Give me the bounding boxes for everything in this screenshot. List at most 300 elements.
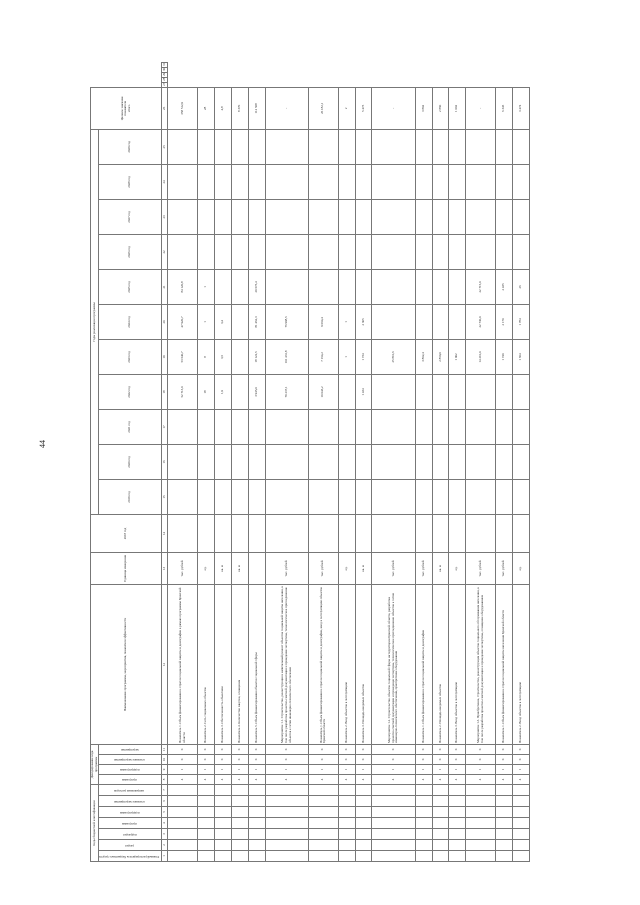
year-value-cell [168,409,198,444]
code-cell [265,807,308,818]
base-year-cell [432,514,449,552]
code-cell [265,840,308,851]
code-cell [338,818,355,829]
year-value-cell: 22 715,0 [466,269,496,304]
year-value-cell [466,444,496,479]
target-value-cell: 3 474 [513,87,530,129]
year-value-cell [265,199,308,234]
code-cell [338,851,355,862]
header-class-col-label: программа [122,821,137,826]
year-value-cell [513,164,530,199]
table-row [449,63,466,862]
year-value-cell [308,409,338,444]
year-value-cell: 9 064,4 [308,304,338,339]
base-year-cell [496,514,513,552]
column-number: 23 [162,199,168,234]
indicator-name: Показатель 1. Объем финансирования в отрасли социальной защиты и демографии в рамках программы Брянской области [168,584,198,744]
unit-cell: тыс. рублей [496,552,513,584]
year-value-cell: 101 431,8 [265,339,308,374]
code-cell [215,851,232,862]
year-value-cell [248,164,265,199]
code-cell: 4 [355,774,372,784]
code-cell [168,818,198,829]
year-value-cell [496,479,513,514]
year-value-cell: 2 860,0 [432,339,449,374]
year-value-cell [449,374,466,409]
code-cell: 4 [231,774,248,784]
code-cell: 4 [449,774,466,784]
target-value-cell: 28 [198,87,215,129]
indicator-name: Показатель 1. Объем финансирования в отрасли социальной защиты и демографии [415,584,432,744]
year-value-cell [432,409,449,444]
header-year: 2023 год [99,339,162,374]
header-class-col [99,818,162,829]
unit-cell: кв. м [231,552,248,584]
unit-cell: кв. м [355,552,372,584]
year-value-cell [248,444,265,479]
code-cell [466,840,496,851]
year-value-cell: 84 120,8 [168,269,198,304]
year-value-cell [513,444,530,479]
code-cell: 0 [248,744,265,754]
code-cell: 4 [198,774,215,784]
indicator-name: Мероприятие 1.3. Приобретение, строительство, реконструкция объектов социального обслуживания населения, в том числе разработка проектно-сметной документации и проведение экспертизы, оснащение оборудованием [466,584,496,744]
year-value-cell: 1 740 [496,339,513,374]
year-value-cell: 47 920,7 [168,304,198,339]
year-value-cell [415,479,432,514]
year-value-cell: 1 [338,304,355,339]
year-value-cell [415,269,432,304]
year-value-cell: 81 462,3 [248,304,265,339]
year-value-cell [372,164,415,199]
code-cell: 4 [338,774,355,784]
code-cell [308,829,338,840]
code-cell [432,840,449,851]
code-cell [466,807,496,818]
code-cell [355,851,372,862]
table-row [513,63,530,862]
code-cell [432,851,449,862]
code-cell: 0 [198,754,215,764]
header-class-col-label: Главный распорядитель бюджетных средств [99,854,160,859]
year-value-cell [449,234,466,269]
header-prog-col [99,774,162,784]
year-value-cell [415,374,432,409]
code-cell [372,796,415,807]
year-value-cell: 8 [198,339,215,374]
indicator-name: Показатель 2. Ввод объектов в эксплуатацию [338,584,355,744]
code-cell: 0 [496,754,513,764]
code-cell: 0 [265,744,308,754]
code-cell [308,784,338,795]
year-value-cell [231,304,248,339]
code-cell [355,796,372,807]
year-value-cell [265,409,308,444]
year-value-cell [248,234,265,269]
header-class-col [99,840,162,851]
target-value-cell: - [372,87,415,129]
year-value-cell [308,444,338,479]
code-cell [215,840,232,851]
base-year-cell [168,514,198,552]
unit-cell: ед. [513,552,530,584]
code-cell [415,784,432,795]
code-cell [231,807,248,818]
table-row [355,63,372,862]
code-cell: 4 [265,774,308,784]
code-cell: 0 [449,744,466,754]
table-row [265,63,308,862]
code-cell: 4 [168,774,198,784]
year-value-cell [231,269,248,304]
year-value-cell [372,444,415,479]
year-value-cell [231,234,248,269]
year-value-cell [308,199,338,234]
year-value-cell: 7 164,2 [308,339,338,374]
code-cell [231,784,248,795]
column-number: 7 [162,784,168,795]
year-value-cell [466,234,496,269]
code-cell [466,796,496,807]
year-value-cell [215,199,232,234]
column-number: 10 [162,754,168,764]
code-cell [372,840,415,851]
year-value-cell [338,374,355,409]
code-cell [496,829,513,840]
column-number: 11 [162,744,168,754]
column-number: 19 [162,339,168,374]
year-value-cell [466,409,496,444]
year-value-cell [308,129,338,164]
code-cell: 0 [432,754,449,764]
code-cell [231,818,248,829]
code-cell [513,851,530,862]
year-value-cell [415,234,432,269]
code-cell [168,807,198,818]
year-value-cell [248,129,265,164]
base-year-cell [198,514,215,552]
indicator-name: Показатель 2. Площадь вводимых объектов [432,584,449,744]
code-cell [449,840,466,851]
code-cell [338,840,355,851]
year-value-cell [231,479,248,514]
year-value-cell [432,374,449,409]
year-value-cell [432,199,449,234]
indicator-name: Показатель 2. Ввод объектов в эксплуатацию [513,584,530,744]
code-cell [265,818,308,829]
code-cell [248,818,265,829]
year-value-cell [338,129,355,164]
year-value-cell [355,234,372,269]
column-number: 31 [161,62,166,66]
table-row [215,63,232,862]
year-value-cell [215,129,232,164]
year-value-cell [338,234,355,269]
code-cell: 4 [513,774,530,784]
unit-cell: ед. [449,552,466,584]
code-cell: 4 [308,774,338,784]
code-cell: 4 [372,774,415,784]
code-cell [466,851,496,862]
code-cell [355,829,372,840]
year-value-cell [432,444,449,479]
code-cell: 4 [415,774,432,784]
year-value-cell: 2 305 [355,304,372,339]
code-cell [513,784,530,795]
year-value-cell [355,479,372,514]
header-year: 2021 год [99,409,162,444]
header-year: 2025 год [99,269,162,304]
target-value-cell: 4,8 [215,87,232,129]
table-row [308,63,338,862]
header-base-year: 2018 год [91,514,162,552]
year-value-cell: 18 122,5 [248,339,265,374]
header-prog-col [99,764,162,774]
unit-cell: кв. м [432,552,449,584]
unit-cell: тыс. рублей [466,552,496,584]
header-target-title: Целевое значение показателя [119,96,128,121]
target-value-cell: 8 370 [231,87,248,129]
indicator-table [90,62,530,862]
header-prog-col-label: подпрограмма [119,768,140,773]
header-indicator: Наименование программы, мероприятия, показателя эффективности [91,584,162,744]
year-value-cell [355,444,372,479]
column-number: 3 [162,829,168,840]
year-value-cell [198,199,215,234]
year-value-cell [513,234,530,269]
year-value-cell [265,129,308,164]
code-cell [215,829,232,840]
header-class-col-label: подпрограмма [119,810,140,815]
target-value-cell: 2 860 [432,87,449,129]
code-cell [198,796,215,807]
year-value-cell [432,129,449,164]
code-cell: 0 [432,744,449,754]
column-number: 9 [162,764,168,774]
year-value-cell: 52 713,0 [168,374,198,409]
header-year: 2019 год [99,479,162,514]
year-value-cell [308,479,338,514]
code-cell [496,818,513,829]
column-number: 30 [161,67,166,71]
code-cell [338,796,355,807]
year-value-cell [168,234,198,269]
header-class-col [99,851,162,862]
target-value-cell: 5 473 [355,87,372,129]
code-cell [513,818,530,829]
year-value-cell: 3 802,4 [415,339,432,374]
base-year-cell [338,514,355,552]
year-value-cell [231,199,248,234]
table-row [496,63,513,862]
year-value-cell: 2 435 [496,269,513,304]
year-value-cell [496,129,513,164]
year-value-cell: 20 673,4 [248,269,265,304]
target-value-cell: 3 802 [415,87,432,129]
target-value-cell: 1 002 [449,87,466,129]
year-value-cell [198,164,215,199]
table-row [415,63,432,862]
year-value-cell [466,479,496,514]
code-cell: 0 [338,744,355,754]
code-cell: 1 [372,764,415,774]
year-value-cell [248,409,265,444]
code-cell [415,840,432,851]
target-value-cell: - [265,87,308,129]
year-value-cell [168,199,198,234]
indicator-name: Показатель 3. Обеспеченность объектами [215,584,232,744]
column-number: 21 [162,269,168,304]
year-value-cell: 76 908,5 [265,304,308,339]
code-cell: 0 [215,744,232,754]
code-cell: 0 [355,754,372,764]
code-cell: 4 [248,774,265,784]
code-cell [432,818,449,829]
code-cell [168,840,198,851]
year-value-cell [496,409,513,444]
column-number: 13 [162,552,168,584]
year-value-cell [466,129,496,164]
code-cell: 1 [466,764,496,774]
code-cell: 0 [168,754,198,764]
code-cell [308,818,338,829]
year-value-cell: 18 [198,374,215,409]
header-class-col [99,796,162,807]
header-class-col-label: раздел [125,843,134,848]
base-year-cell [308,514,338,552]
code-cell: 1 [432,764,449,774]
base-year-cell [449,514,466,552]
code-cell [265,784,308,795]
header-year: 2028 год [99,164,162,199]
header-class-col [99,784,162,795]
header-plan: Годы реализации программы [91,129,99,514]
column-number: 28 [161,77,166,81]
code-cell: 0 [308,744,338,754]
year-value-cell [513,409,530,444]
year-value-cell [248,199,265,234]
code-cell [415,851,432,862]
year-value-cell: 10 043,2 [308,374,338,409]
year-value-cell: 1 434 [355,374,372,409]
year-value-cell [513,129,530,164]
year-value-cell [355,164,372,199]
column-number: 24 [162,164,168,199]
code-cell: 1 [308,764,338,774]
header-year: 2027 год [99,199,162,234]
code-cell [372,807,415,818]
code-cell: 1 [168,764,198,774]
year-value-cell [215,164,232,199]
year-value-cell [372,129,415,164]
year-value-cell [466,164,496,199]
code-cell: 0 [415,754,432,764]
column-number: 14 [162,514,168,552]
code-cell: 1 [513,764,530,774]
code-cell [265,829,308,840]
year-value-cell [338,479,355,514]
code-cell [466,818,496,829]
code-cell: 0 [513,744,530,754]
year-value-cell [355,269,372,304]
year-value-cell: 1 [198,304,215,339]
target-value-cell: 6 345 [496,87,513,129]
column-number: 12 [162,584,168,744]
table-row [466,63,496,862]
unit-cell [248,552,265,584]
header-class-col-label: подраздел [122,832,137,837]
year-value-cell [231,129,248,164]
code-cell: 0 [355,744,372,754]
year-value-cell [355,129,372,164]
header-year: 2029 год [99,129,162,164]
column-number: 15 [162,479,168,514]
code-cell: 4 [215,774,232,784]
year-value-cell: 53 640,7 [168,339,198,374]
base-year-cell [513,514,530,552]
year-value-cell [168,164,198,199]
year-value-cell [432,164,449,199]
year-value-cell [449,479,466,514]
code-cell: 0 [265,754,308,764]
year-value-cell [496,234,513,269]
year-value-cell: 1 784 [513,304,530,339]
year-value-cell [372,479,415,514]
indicator-name: Показатель 2. Сеть социальных объектов [198,584,215,744]
code-cell [308,796,338,807]
year-value-cell [449,304,466,339]
year-value-cell [513,479,530,514]
year-value-cell [372,409,415,444]
code-cell [496,784,513,795]
code-cell: 0 [372,744,415,754]
base-year-cell [466,514,496,552]
code-cell: 0 [215,754,232,764]
header-prog-col-label: основное мероприятие [113,758,145,763]
unit-cell: тыс. рублей [372,552,415,584]
indicator-name: Мероприятие 1.2. Строительство объектов социальной сферы на территории Брянской области, разработка проектно-сметной документации и проведение экспертизы, технологическое присоединение объектов к сетям инженерно-технического обеспечения, приобретение оборудования [372,584,415,744]
code-cell [449,829,466,840]
year-value-cell [168,444,198,479]
code-cell [198,784,215,795]
code-cell [513,796,530,807]
table-row [432,63,449,862]
code-cell [198,807,215,818]
code-cell [496,796,513,807]
code-cell: 4 [496,774,513,784]
year-value-cell [496,374,513,409]
code-cell [513,807,530,818]
header-class-col [99,807,162,818]
header-prog-col [99,754,162,764]
header-classification: Коды бюджетной классификации [91,784,99,861]
year-value-cell [449,409,466,444]
year-value-cell [496,164,513,199]
column-number: 6 [162,796,168,807]
year-value-cell [231,339,248,374]
year-value-cell [355,409,372,444]
base-year-cell [355,514,372,552]
code-cell [449,796,466,807]
code-cell: 0 [198,744,215,754]
code-cell [231,829,248,840]
year-value-cell: 3,4 [215,304,232,339]
year-value-cell [415,164,432,199]
code-cell [198,818,215,829]
code-cell: 0 [338,754,355,764]
code-cell [338,807,355,818]
header-class-col-label: основное мероприятие [113,799,145,804]
